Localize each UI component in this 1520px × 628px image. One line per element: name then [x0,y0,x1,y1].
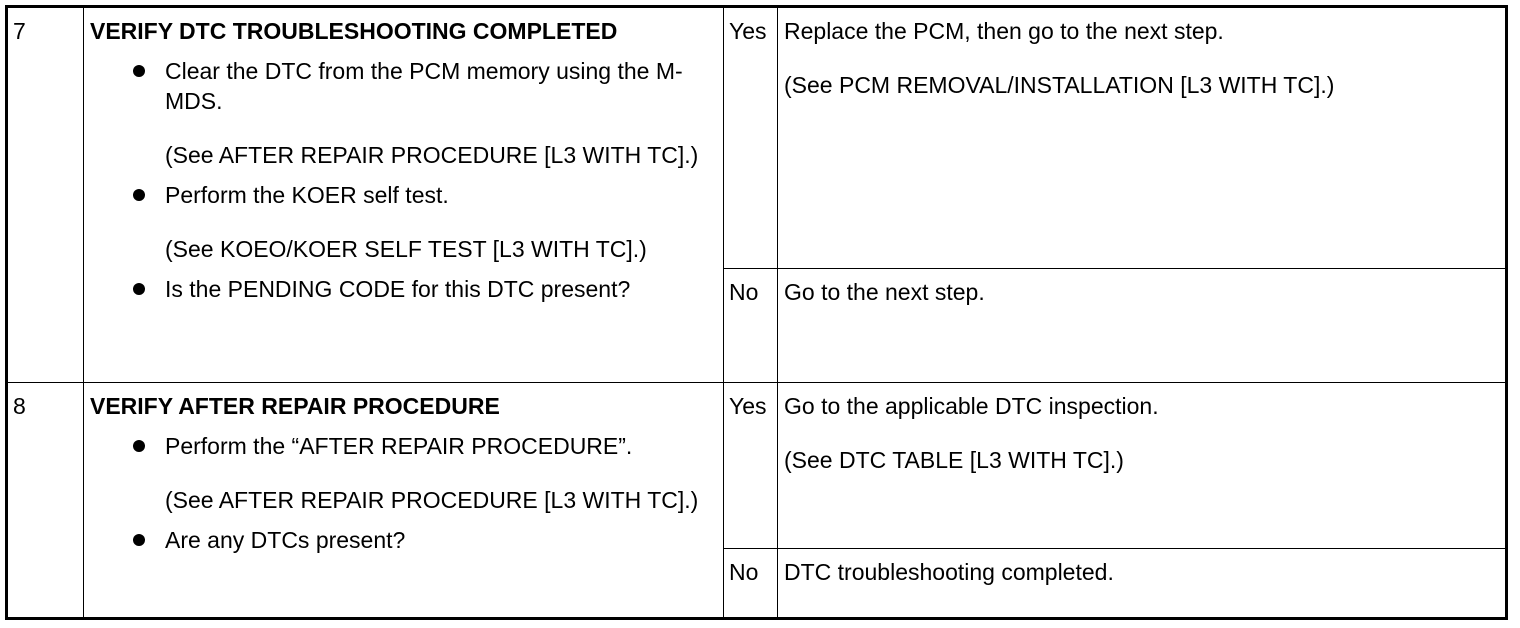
list-item [165,431,715,515]
yes-result-text: Replace the PCM, then go to the next step. [784,18,1224,44]
yes-label: Yes [724,383,778,549]
yes-result-reference: (See DTC TABLE [L3 WITH TC].) [784,447,1124,473]
bullet-text: Are any DTCs present? [165,527,406,553]
step-bullet-list [90,431,715,555]
list-item [165,180,715,264]
bullet-reference: (See AFTER REPAIR PROCEDURE [L3 WITH TC].) [165,487,699,513]
bullet-dot-icon [133,65,145,77]
step-number: 7 [7,7,84,383]
yes-result-text: Go to the applicable DTC inspection. [784,393,1159,419]
step-title: VERIFY DTC TROUBLESHOOTING COMPLETED [90,18,618,44]
yes-result-reference: (See PCM REMOVAL/INSTALLATION [L3 WITH TC].) [784,72,1335,98]
no-result-text: DTC troubleshooting completed. [784,559,1114,585]
bullet-text: Is the PENDING CODE for this DTC present? [165,276,631,302]
list-item [165,274,715,304]
list-item [165,525,715,555]
no-label: No [724,549,778,619]
bullet-dot-icon [133,189,145,201]
bullet-dot-icon [133,440,145,452]
step-action-cell [84,383,724,619]
step-bullet-list [90,56,715,304]
troubleshooting-table [5,5,1508,620]
bullet-dot-icon [133,534,145,546]
bullet-text: Perform the KOER self test. [165,182,449,208]
no-result-text: Go to the next step. [784,279,985,305]
no-result-cell [778,269,1507,383]
bullet-text: Clear the DTC from the PCM memory using the M-MDS. [165,58,683,114]
list-item [165,56,715,170]
step-8-yes-row [7,383,1507,549]
step-7-yes-row [7,7,1507,269]
yes-label: Yes [724,7,778,269]
step-number: 8 [7,383,84,619]
bullet-dot-icon [133,283,145,295]
bullet-reference: (See KOEO/KOER SELF TEST [L3 WITH TC].) [165,236,647,262]
yes-result-cell [778,383,1507,549]
bullet-reference: (See AFTER REPAIR PROCEDURE [L3 WITH TC].) [165,142,699,168]
step-title: VERIFY AFTER REPAIR PROCEDURE [90,393,500,419]
no-label: No [724,269,778,383]
bullet-text: Perform the “AFTER REPAIR PROCEDURE”. [165,433,633,459]
step-action-cell [84,7,724,383]
yes-result-cell [778,7,1507,269]
no-result-cell [778,549,1507,619]
